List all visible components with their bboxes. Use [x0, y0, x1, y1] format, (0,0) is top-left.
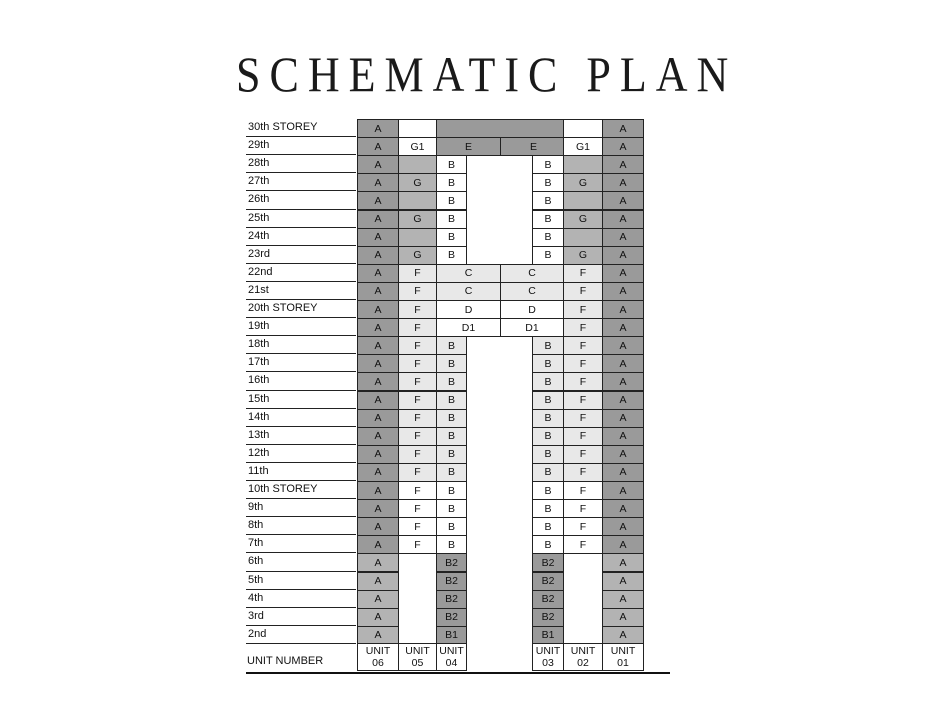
unit-cell: A — [602, 137, 644, 156]
unit-cell: A — [357, 372, 399, 391]
unit-cell: B2 — [436, 590, 467, 609]
floor-underline — [246, 227, 356, 228]
unit-cell: B — [436, 445, 467, 464]
unit-cell: B — [532, 517, 564, 536]
floor-label: 5th — [248, 573, 264, 586]
unit-cell: A — [602, 590, 644, 609]
unit-cell: F — [563, 264, 603, 283]
unit-cell: A — [357, 137, 399, 156]
unit-cell: E — [436, 137, 501, 156]
floor-label: 25th — [248, 211, 270, 224]
floor-underline — [246, 589, 356, 590]
unit-cell: G1 — [563, 137, 603, 156]
unit-cell: C — [436, 282, 501, 301]
unit-cell: C — [436, 264, 501, 283]
floor-label: 7th — [248, 537, 264, 550]
floor-underline — [246, 625, 356, 626]
unit-number-cell — [357, 643, 399, 671]
unit-word: UNIT — [535, 645, 561, 657]
unit-cell: F — [563, 517, 603, 536]
unit-cell: G — [563, 246, 603, 265]
floor-underline — [246, 317, 356, 318]
floor-underline — [246, 371, 356, 372]
floor-label: 23rd — [248, 247, 271, 260]
unit-cell: A — [602, 173, 644, 192]
unit-cell: F — [563, 445, 603, 464]
floor-label: 14th — [248, 410, 270, 423]
unit-cell: B — [532, 499, 564, 518]
unit-cell: A — [602, 409, 644, 428]
unit-cell: B — [532, 228, 564, 247]
unit-number: 06 — [372, 657, 384, 669]
unit-cell: A — [357, 191, 399, 210]
floor-label: 10th STOREY — [248, 483, 318, 495]
unit-cell — [398, 191, 437, 210]
floor-underline — [246, 498, 356, 499]
unit-word: UNIT — [365, 645, 391, 657]
base-line — [246, 672, 670, 674]
unit-cell: A — [602, 608, 644, 627]
floor-underline — [246, 480, 356, 481]
unit-cell: F — [563, 318, 603, 337]
unit-cell: A — [602, 372, 644, 391]
unit-cell: B — [436, 427, 467, 446]
unit-cell: A — [602, 282, 644, 301]
floor-label: 15th — [248, 392, 270, 405]
floor-label: 18th — [248, 338, 270, 351]
floor-label: 8th — [248, 519, 264, 532]
unit-cell: A — [357, 300, 399, 319]
unit-cell — [436, 119, 564, 138]
floor-label: 11th — [248, 464, 269, 477]
unit-word: UNIT — [405, 645, 430, 657]
unit-cell: A — [602, 300, 644, 319]
unit-cell: B — [436, 210, 467, 229]
unit-cell: D1 — [500, 318, 564, 337]
unit-cell — [398, 119, 437, 138]
floor-underline — [246, 408, 356, 409]
unit-cell: B — [436, 517, 467, 536]
unit-cell: A — [357, 354, 399, 373]
unit-cell: G — [398, 173, 437, 192]
unit-cell — [563, 228, 603, 247]
unit-cell — [563, 191, 603, 210]
unit-cell: A — [602, 517, 644, 536]
floor-label: 6th — [248, 555, 264, 568]
unit-cell: F — [398, 282, 437, 301]
unit-cell: B1 — [436, 626, 467, 645]
unit-cell: B — [532, 445, 564, 464]
floor-label: 12th — [248, 446, 270, 459]
unit-number: 02 — [577, 657, 589, 669]
unit-cell: B2 — [436, 553, 467, 572]
unit-cell: B2 — [436, 608, 467, 627]
unit-cell: B2 — [532, 553, 564, 572]
unit-cell: F — [398, 517, 437, 536]
unit-cell: F — [398, 445, 437, 464]
unit-cell: A — [602, 481, 644, 500]
unit-cell: B — [436, 391, 467, 410]
unit-number: 05 — [411, 657, 424, 669]
unit-cell: A — [357, 463, 399, 482]
unit-cell: A — [357, 246, 399, 265]
unit-cell: B — [532, 463, 564, 482]
unit-word: UNIT — [610, 645, 636, 657]
unit-cell: F — [398, 264, 437, 283]
unit-cell: B — [532, 354, 564, 373]
unit-cell: D — [500, 300, 564, 319]
unit-cell: B — [532, 372, 564, 391]
unit-cell: A — [602, 572, 644, 591]
floor-underline — [246, 263, 356, 264]
floor-underline — [246, 353, 356, 354]
unit-cell: A — [357, 409, 399, 428]
unit-cell: A — [602, 119, 644, 138]
floor-underline — [246, 552, 356, 553]
unit-cell: F — [563, 354, 603, 373]
floor-underline — [246, 172, 356, 173]
unit-cell: F — [563, 463, 603, 482]
unit-cell: A — [602, 626, 644, 645]
unit-word: UNIT — [570, 645, 596, 657]
unit-cell: F — [398, 463, 437, 482]
unit-cell: A — [357, 155, 399, 174]
floor-label: 13th — [248, 428, 270, 441]
unit-cell: A — [357, 210, 399, 229]
unit-cell: F — [398, 481, 437, 500]
unit-cell: C — [500, 264, 564, 283]
unit-cell: G — [398, 210, 437, 229]
unit-cell: A — [602, 445, 644, 464]
unit-cell: A — [602, 463, 644, 482]
unit-cell: D — [436, 300, 501, 319]
unit-cell: B — [436, 372, 467, 391]
unit-cell: A — [357, 608, 399, 627]
floor-label: 29th — [248, 139, 270, 152]
unit-cell: A — [357, 572, 399, 591]
unit-cell: F — [398, 409, 437, 428]
unit-cell: A — [602, 535, 644, 554]
unit-cell — [398, 228, 437, 247]
floor-label: 28th — [248, 157, 270, 170]
floor-underline — [246, 335, 356, 336]
unit-cell: A — [602, 246, 644, 265]
unit-cell: B — [532, 535, 564, 554]
unit-cell: B — [532, 427, 564, 446]
unit-cell: B — [532, 246, 564, 265]
floor-underline — [246, 462, 356, 463]
unit-cell: C — [500, 282, 564, 301]
unit-cell: A — [357, 481, 399, 500]
unit-cell: B — [436, 191, 467, 210]
floor-label: 27th — [248, 175, 270, 188]
floor-label: 3rd — [248, 609, 264, 622]
floor-label: 17th — [248, 356, 270, 369]
floor-underline — [246, 426, 356, 427]
floor-underline — [246, 154, 356, 155]
unit-cell: F — [398, 336, 437, 355]
unit-cell: A — [602, 191, 644, 210]
unit-cell: B — [436, 481, 467, 500]
unit-cell: A — [357, 391, 399, 410]
unit-cell: A — [357, 318, 399, 337]
unit-cell: A — [357, 336, 399, 355]
unit-cell: B2 — [532, 572, 564, 591]
floor-underline — [246, 390, 356, 391]
floor-label: 26th — [248, 193, 270, 206]
unit-cell: B2 — [532, 590, 564, 609]
floor-label: 19th — [248, 320, 270, 333]
unit-cell: B2 — [532, 608, 564, 627]
unit-cell: A — [357, 590, 399, 609]
unit-cell: B — [532, 191, 564, 210]
unit-cell — [563, 155, 603, 174]
unit-cell: A — [357, 517, 399, 536]
unit-cell: B — [532, 336, 564, 355]
unit-cell: B — [436, 463, 467, 482]
floor-underline — [246, 607, 356, 608]
floor-label: 20th STOREY — [248, 302, 318, 314]
unit-cell: B — [436, 155, 467, 174]
unit-cell: A — [357, 553, 399, 572]
unit-cell: F — [563, 336, 603, 355]
floor-label: 30th STOREY — [248, 121, 318, 133]
unit-cell: B — [436, 354, 467, 373]
unit-cell: F — [563, 499, 603, 518]
unit-cell: E — [500, 137, 567, 156]
unit-cell: B — [436, 173, 467, 192]
unit-cell: F — [563, 391, 603, 410]
unit-cell: G1 — [398, 137, 437, 156]
unit-cell: F — [398, 354, 437, 373]
unit-cell: B — [532, 173, 564, 192]
page-title: SCHEMATIC PLAN — [236, 47, 738, 102]
floor-label: 4th — [248, 591, 264, 604]
unit-cell: A — [357, 173, 399, 192]
unit-cell: F — [563, 481, 603, 500]
unit-cell: B — [436, 499, 467, 518]
floor-underline — [246, 299, 356, 300]
unit-cell: B — [532, 210, 564, 229]
floor-underline — [246, 534, 356, 535]
unit-word: UNIT — [439, 645, 464, 657]
unit-number-cell — [532, 643, 564, 671]
unit-number: 01 — [617, 657, 629, 669]
floor-underline — [246, 516, 356, 517]
unit-cell: A — [602, 155, 644, 174]
unit-cell: B — [532, 155, 564, 174]
floor-label: 2nd — [248, 627, 267, 640]
unit-cell: A — [602, 553, 644, 572]
unit-cell: B — [532, 481, 564, 500]
unit-cell: F — [563, 409, 603, 428]
floor-underline — [246, 190, 356, 191]
unit-number-cell — [563, 643, 603, 671]
unit-cell: A — [357, 427, 399, 446]
unit-cell: A — [602, 499, 644, 518]
unit-cell: F — [398, 372, 437, 391]
unit-cell: F — [563, 427, 603, 446]
unit-cell: A — [357, 264, 399, 283]
unit-cell: A — [357, 626, 399, 645]
unit-cell: F — [398, 427, 437, 446]
unit-cell: B — [532, 391, 564, 410]
unit-cell — [563, 119, 603, 138]
unit-cell: A — [602, 391, 644, 410]
unit-cell: A — [357, 535, 399, 554]
unit-cell: B — [532, 409, 564, 428]
unit-cell: A — [357, 228, 399, 247]
floor-underline — [246, 136, 356, 137]
unit-cell: A — [602, 427, 644, 446]
unit-cell: B — [436, 409, 467, 428]
unit-cell: A — [357, 119, 399, 138]
unit-number: 04 — [445, 657, 458, 669]
unit-number-cell — [436, 643, 467, 671]
floor-label: 9th — [248, 501, 264, 514]
unit-number-cell — [398, 643, 437, 671]
unit-cell: F — [563, 300, 603, 319]
unit-number-label: UNIT NUMBER — [247, 655, 324, 667]
unit-cell: B — [436, 535, 467, 554]
floor-label: 22nd — [248, 265, 273, 278]
unit-cell: F — [563, 372, 603, 391]
unit-cell — [398, 155, 437, 174]
floor-underline — [246, 444, 356, 445]
unit-cell: A — [357, 499, 399, 518]
floor-label: 24th — [248, 229, 270, 242]
unit-cell: A — [357, 445, 399, 464]
unit-cell: B — [436, 336, 467, 355]
unit-cell: G — [398, 246, 437, 265]
unit-cell: A — [602, 318, 644, 337]
unit-cell: F — [398, 499, 437, 518]
unit-number-cell — [602, 643, 644, 671]
unit-cell: F — [563, 282, 603, 301]
unit-cell: A — [602, 264, 644, 283]
floor-label: 16th — [248, 374, 270, 387]
unit-cell: A — [602, 228, 644, 247]
floor-underline — [246, 281, 356, 282]
unit-cell: F — [398, 535, 437, 554]
unit-cell: F — [563, 535, 603, 554]
unit-cell: A — [602, 336, 644, 355]
unit-number: 03 — [542, 657, 554, 669]
unit-cell: A — [602, 354, 644, 373]
unit-cell: D1 — [436, 318, 501, 337]
unit-cell: B — [436, 246, 467, 265]
unit-cell: B1 — [532, 626, 564, 645]
unit-cell: F — [398, 318, 437, 337]
floor-label: 21st — [248, 283, 269, 296]
unit-cell: F — [398, 300, 437, 319]
unit-cell: A — [357, 282, 399, 301]
floor-underline — [246, 245, 356, 246]
floor-underline — [246, 643, 356, 644]
floor-underline — [246, 209, 356, 210]
floor-underline — [246, 571, 356, 572]
unit-cell: G — [563, 210, 603, 229]
unit-cell: G — [563, 173, 603, 192]
unit-cell: A — [602, 210, 644, 229]
unit-cell: B2 — [436, 572, 467, 591]
unit-cell: B — [436, 228, 467, 247]
unit-cell: F — [398, 391, 437, 410]
